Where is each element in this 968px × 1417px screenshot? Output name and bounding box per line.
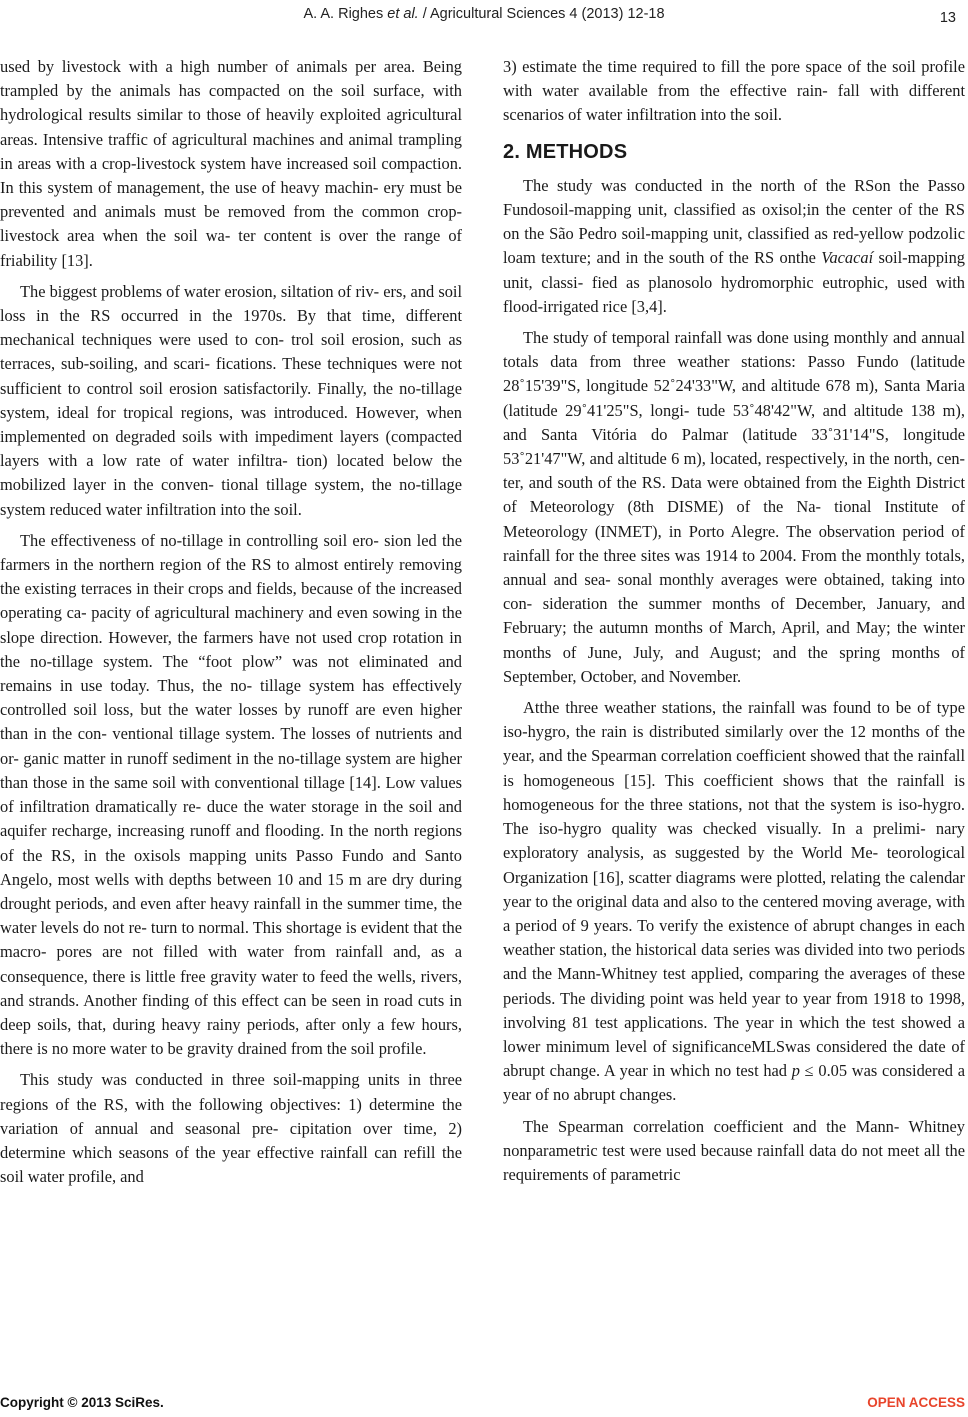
- header-authors: A. A. Righes: [303, 6, 384, 22]
- header-journal: / Agricultural Sciences 4 (2013) 12-18: [422, 6, 665, 22]
- header-et-al: et al.: [387, 6, 419, 22]
- paragraph-text: Atthe three weather stations, the rainfall was found to be of type iso-hygro, the rain is distributed similarly over the 12 months of the year, and the Spearman correlation coefficient showed that the rainfall is homogeneous [15]. This coefficient shows that the rainfall is homogeneous for the three stations, not that the system is iso-hygro. The iso-hygro quality was checked visually. In a prelimi- nary exploratory analysis, as suggested by the World Me- teorological Organization [16], scatter diagrams were plotted, relating the calendar year to the original data and also to the centered moving average, with a period of 9 years. To verify the existence of abrupt changes in each weather station, the historical data series was divided into two periods and the Mann-Whitney test applied, comparing the averages of these periods. The dividing point was held year to year from 1918 to 1998, involving 81 test applications. The year in which the test showed a lower minimum level of significanceMLSwas considered the date of abrupt change. A year in which no test had: [503, 698, 965, 1081]
- paragraph: This study was conducted in three soil-mapping units in three regions of the RS, with the following objectives: 1) determine the variation of annual and seasonal pre- cipitation over time, 2) determine which seasons of the year effective rainfall can refill the soil water profile, and: [0, 1070, 462, 1187]
- copyright-notice: Copyright © 2013 SciRes.: [0, 1395, 164, 1410]
- left-column: [0, 55, 462, 1189]
- page-number: 13: [939, 10, 956, 26]
- paragraph: The effectiveness of no-tillage in controlling soil ero- sion led the farmers in the northern region of the RS to almost entirely removing the existing terraces in their crops and fields, because of the increased operating ca- pacity of agricultural machinery and even sowing in the slope direction. However, the farmers have not used crop rotation in the no-tillage system. The “foot plow” was not eliminated and remains in use today. Thus, the no- tillage system has effectively controlled soil loss, but the water losses by runoff are even higher than in the con- ventional tillage system. The losses of nutrients and or- ganic matter in runoff sediment in the no-tillage system are higher than those in the same soil with conventional tillage [14]. Low values of infiltration dramatically re- duce the water storage in the soil and aquifer recharge, increasing runoff and flooding. In the north regions of the RS, in the oxisols mapping units Passo Fundo and Santo Angelo, most wells with depths between 10 and 15 m are dry during drought periods, and even after heavy rainfall in the summer time, the water levels do not re- turn to normal. This shortage is evident that the macro- pores are not filled with water from rainfall and, as a consequence, there is little free gravity water to feed the wells, rivers, and strands. Another finding of this effect can be seen in road cuts in deep soils, that, during heavy rainy periods, after only a few hours, there is no more water to be gravity drained from the soil profile.: [0, 530, 462, 1059]
- paragraph: The biggest problems of water erosion, siltation of riv- ers, and soil loss in the RS occurred in the 1970s. By that time, different mechanical techniques were used to con- trol soil erosion, such as terraces, sub-soiling, and scari- fications. These techniques were not sufficient to control soil erosion satisfactorily. Finally, the no-tillage system, ideal for tropical regions, was introduced. However, when implemented on degraded soils with impediment layers (compacted layers with a low rate of water infiltra- tion) located below the mobilized layer in the conven- tional tillage system, the no-tillage system reduced water infiltration into the soil.: [0, 281, 462, 519]
- paragraph-text: soil-mapping unit, classi- fied as planosolo hydromorphic eutrophic, used with flood-irrigated rice [3,4].: [503, 248, 965, 316]
- paragraph-italic: p: [791, 1061, 800, 1081]
- paragraph: [503, 174, 965, 319]
- section-heading: 2. METHODS: [503, 140, 628, 163]
- running-title: [0, 6, 968, 22]
- paragraph-italic: Vacacaí: [821, 248, 874, 268]
- page-footer: [0, 1395, 968, 1415]
- paragraph: [503, 696, 965, 1107]
- paragraph-text: The study was conducted in the north of the RSon the Passo Fundosoil-mapping unit, classified as oxisol;in the center of the RS on the São Pedro soil-mapping unit, classified as red-yellow podzolic loam texture; and in the south of the RS onthe: [503, 175, 965, 268]
- open-access-label: OPEN ACCESS: [867, 1395, 965, 1410]
- paragraph-text: ≤ 0.05 was considered a year of no abrupt changes.: [503, 1061, 965, 1105]
- paragraph: used by livestock with a high number of animals per area. Being trampled by the animals has compacted on the soil surface, with hydrological results similar to those of heavily exploited agricultural areas. Intensive traffic of agricultural machines and animal trampling in areas with a crop-livestock system have increased soil compaction. In this system of management, the use of heavy machin- ery must be prevented and animals must be removed from the common crop-livestock area when the soil wa- ter content is over the range of friability [13].: [0, 57, 462, 270]
- paragraph: 3) estimate the time required to fill the pore space of the soil profile with water available from the effective rain- fall with different scenarios of water infiltration into the soil.: [503, 57, 965, 125]
- paragraph: The Spearman correlation coefficient and the Mann- Whitney nonparametric test were used because rainfall data do not meet all the requirements of parametric: [503, 1116, 965, 1184]
- right-column: [503, 55, 965, 1187]
- running-header: [0, 6, 968, 26]
- paragraph: The study of temporal rainfall was done using monthly and annual totals data from three weather stations: Passo Fundo (latitude 28˚15'39"S, longitude 52˚24'33"W, and altitude 678 m), Santa Maria (latitude 29˚41'25"S, longi- tude 53˚48'42"W, and altitude 138 m), and Santa Vitória do Palmar (latitude 33˚31'14"S, longitude 53˚21'47"W, and altitude 6 m), located, respectively, in the north, cen- ter, and south of the RS. Data were obtained from the Eighth District of Meteorology (8th DISME) of the Na- tional Institute of Meteorology (INMET), in Porto Alegre. The observation period of rainfall for the three sites was 1914 to 2004. From the monthly totals, annual and sea- sonal monthly averages were obtained, taking into con- sideration the summer months of December, January, and February; the autumn months of March, April, and May; the winter months of June, July, and August; and the spring months of September, October, and November.: [503, 328, 965, 686]
